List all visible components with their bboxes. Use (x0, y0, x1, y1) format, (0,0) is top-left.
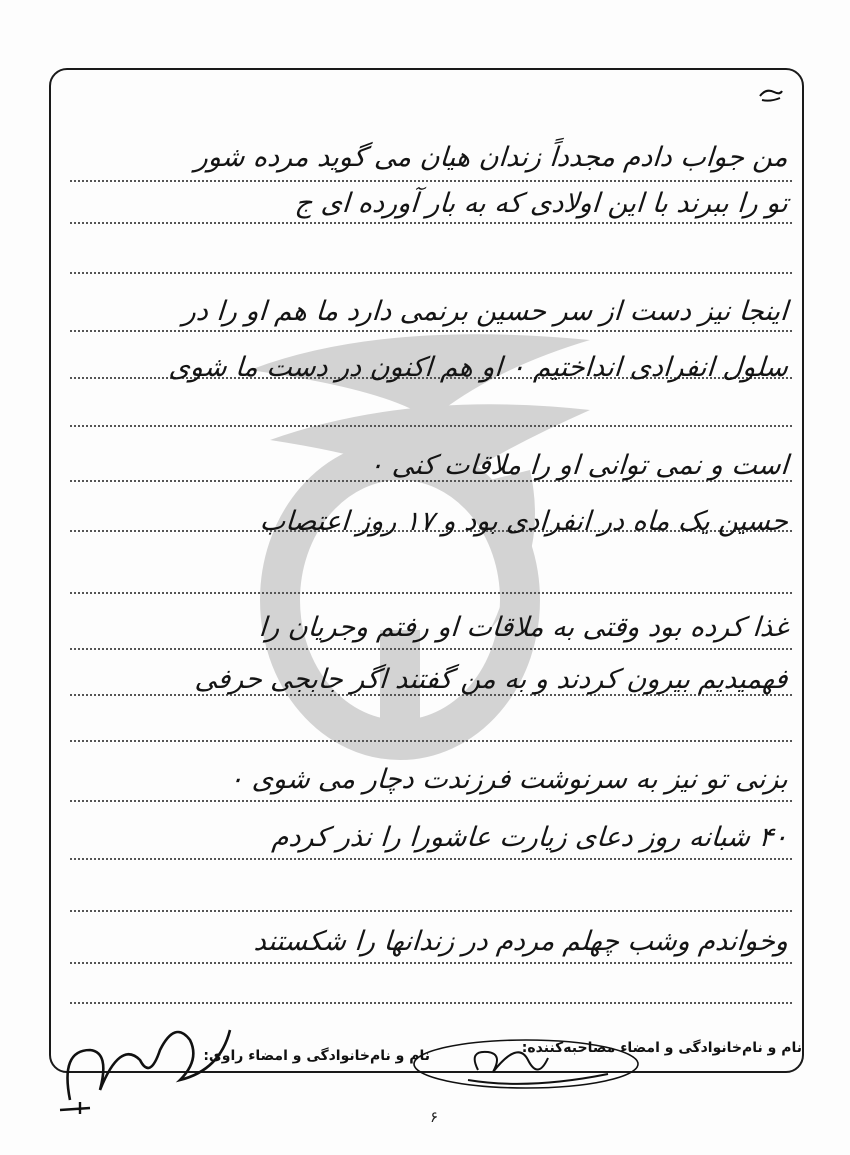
ruled-line (70, 740, 792, 742)
ruled-line (70, 272, 792, 274)
handwritten-line: تو را ببرند با این اولادی که به بار آورده ای ج (293, 188, 790, 219)
interviewer-signature-icon (408, 1030, 648, 1100)
ruled-line (70, 330, 792, 332)
handwritten-line: سلول انفرادی انداختیم ۰ او هم اکنون در دست ما شوی (167, 352, 790, 383)
ruled-line (70, 1002, 792, 1004)
narrator-signature-icon (50, 1010, 240, 1120)
ruled-line (70, 592, 792, 594)
handwritten-line: وخواندم وشب چهلم مردم در زندانها را شکستند (252, 926, 790, 957)
interviewer-signature-label: نام و نام‌خانوادگی و امضاء مصاحبه‌کننده: (521, 1040, 802, 1056)
handwritten-line: اینجا نیز دست از سر حسین برنمی دارد ما هم او را در (182, 296, 790, 327)
page-number: ۶ (430, 1108, 439, 1126)
handwritten-line: ۴۰ شبانه روز دعای زیارت عاشورا را نذر کردم (271, 822, 790, 853)
ruled-line (70, 648, 792, 650)
handwritten-line: است و نمی توانی او را ملاقات کنی ۰ (367, 450, 790, 481)
handwritten-line: حسین یک ماه در انفرادی بود و ۱۷ روز اعتصاب (258, 506, 790, 537)
ruled-line (70, 180, 792, 182)
handwritten-line: فهمیدیم بیرون کردند و به من گفتند اگر جابجی حرفی (194, 664, 790, 695)
ruled-line (70, 425, 792, 427)
handwritten-line: بزنی تو نیز به سرنوشت فرزندت دچار می شوی ۰ (227, 764, 790, 795)
narrator-signature-label: نام و نام‌خانوادگی و امضاء راوی: (203, 1048, 430, 1064)
ruled-line (70, 800, 792, 802)
ruled-line (70, 222, 792, 224)
ruled-line (70, 858, 792, 860)
handwritten-line: من جواب دادم مجدداً زندان هیان می گوید مرده شور (194, 142, 790, 173)
corner-mark-icon (758, 86, 784, 104)
handwritten-line: غذا کرده بود وقتی به ملاقات او رفتم وجریان را (257, 612, 790, 643)
ruled-line (70, 910, 792, 912)
ruled-line (70, 962, 792, 964)
